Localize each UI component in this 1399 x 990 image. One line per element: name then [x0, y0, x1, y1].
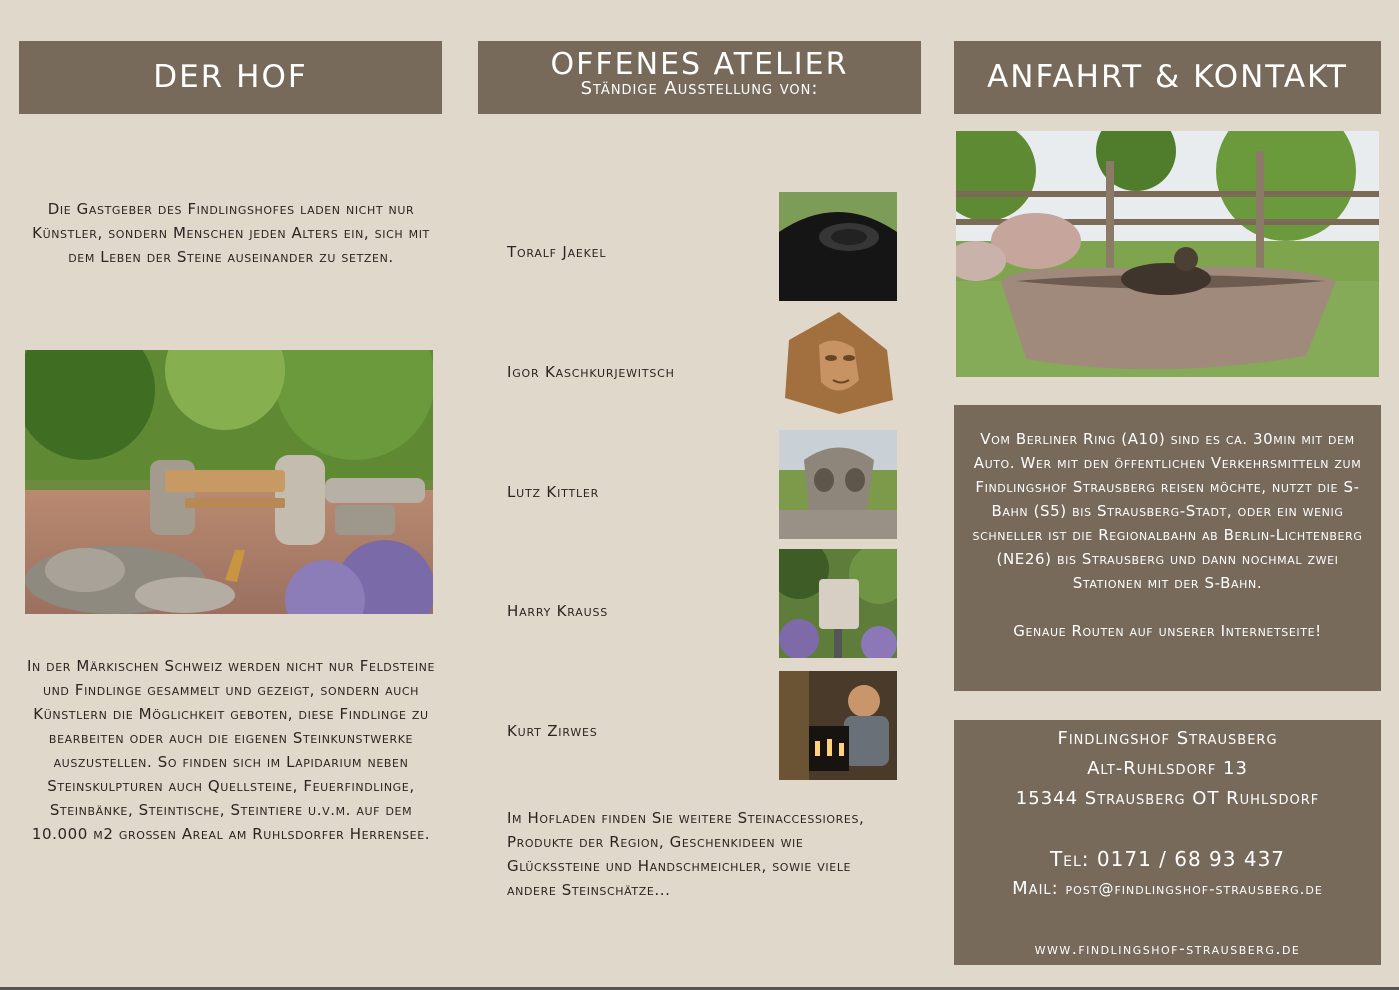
anfahrt-kontakt-title: ANFAHRT & KONTAKT	[987, 59, 1348, 95]
hof-intro-text: Die Gastgeber des Findlingshofes laden nicht nur Künstler, sondern Menschen jeden Alters ein, sich mit dem Leben der Steine auseinander zu setzen.	[32, 200, 430, 266]
directions-text: Vom Berliner Ring (A10) sind es ca. 30min mit dem Auto. Wer mit den öffentlichen Verkehrsmitteln zum Findlingshof Strausberg reisen möchte, nutzt die S-Bahn (S5) bis Strausberg-Stadt, oder ein wenig schneller ist die Regionalbahn ab Berlin-Lichtenberg (NE26) bis Strausberg und dann nochmal zwei Stationen mit der S-Bahn.	[972, 430, 1363, 592]
contact-mail-line	[954, 874, 1381, 904]
atelier-header	[478, 41, 921, 114]
contact-city: 15344 Strausberg OT Ruhlsdorf	[1015, 788, 1320, 809]
garden-bench-photo	[25, 350, 433, 614]
artist-1-photo	[779, 192, 897, 301]
artist-name-1: Toralf Jaekel	[507, 243, 607, 261]
contact-website-link[interactable]: www.findlingshof-strausberg.de	[1034, 939, 1301, 958]
artist-name-5: Kurt Zirwes	[507, 722, 598, 740]
anfahrt-kontakt-header	[954, 41, 1381, 114]
contact-name: Findlingshof Strausberg	[1057, 728, 1278, 749]
routes-note: Genaue Routen auf unserer Internetseite!	[1013, 622, 1322, 640]
artist-name-3: Lutz Kittler	[507, 483, 600, 501]
cat-stone-photo	[956, 131, 1379, 377]
contact-mail-link[interactable]: post@findlingshof-strausberg.de	[1065, 880, 1323, 898]
artist-2-photo	[779, 310, 897, 419]
contact-box	[954, 720, 1381, 965]
der-hof-title: DER HOF	[153, 59, 308, 95]
hofladen-text: Im Hofladen finden Sie weitere Steinaccessiores, Produkte der Region, Geschenkideen wie Glückssteine und Handschmeichler, sowie viele andere Steinschätze...	[507, 809, 865, 899]
artist-name-4: Harry Krauss	[507, 602, 609, 620]
artist-5-photo	[779, 671, 897, 780]
atelier-subtitle: Ständige Ausstellung von:	[580, 78, 819, 99]
contact-phone: Tel: 0171 / 68 93 437	[1049, 847, 1286, 871]
artist-name-2: Igor Kaschkurjewitsch	[507, 363, 675, 381]
contact-street: Alt-Ruhlsdorf 13	[1087, 758, 1248, 779]
directions-box	[954, 405, 1381, 691]
atelier-title: OFFENES ATELIER	[550, 47, 849, 82]
hof-main-text: In der Märkischen Schweiz werden nicht nur Feldsteine und Findlinge gesammelt und gezeigt, sondern auch Künstlern die Möglichkeit geboten, diese Findlinge zu bearbeiten oder auch die eigenen Steinkunstwerke auszustellen. So finden sich im Lapidarium neben Steinskulpturen auch Quellsteine, Feuerfindlinge, Steinbänke, Steintische, Steintiere u.v.m. auf dem 10.000 m2 großen Areal am Ruhlsdorfer Herrensee.	[26, 657, 436, 843]
artist-4-photo	[779, 549, 897, 658]
artist-3-photo	[779, 430, 897, 539]
der-hof-header	[19, 41, 442, 114]
contact-mail-label: Mail:	[1012, 878, 1059, 899]
